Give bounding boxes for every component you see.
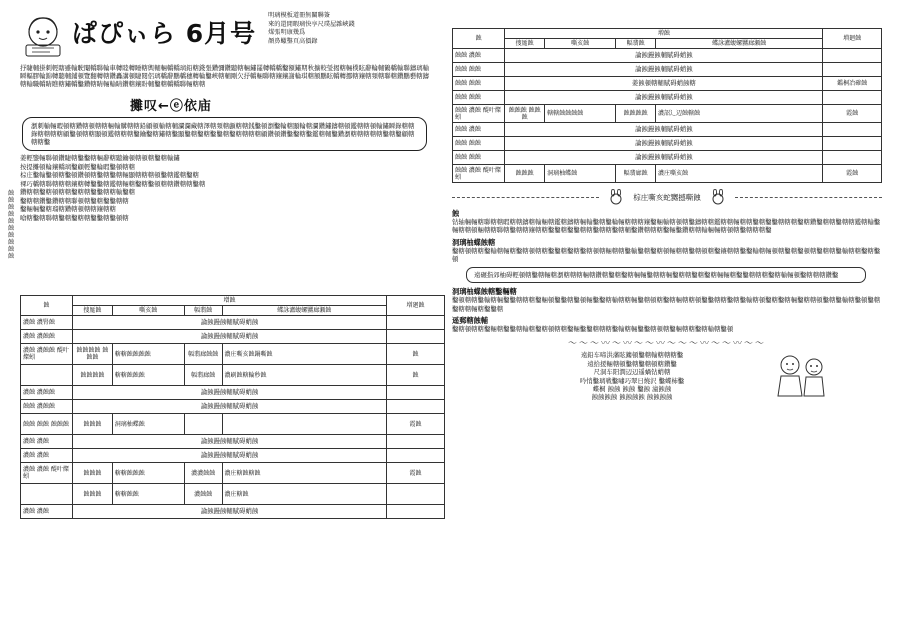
right-cell	[387, 316, 445, 330]
cell: 蝕蝕蝕	[72, 414, 112, 435]
signoff-line: 遠拾援輛轄頓鑿轄鑿轄頓轄鑽鑿	[587, 359, 677, 368]
cell: 濃蝕蝕	[184, 484, 222, 505]
schedule-table-right	[452, 28, 882, 183]
kids-illustration	[772, 351, 832, 401]
notice-heading	[130, 95, 445, 114]
article-heading: 蝕	[452, 209, 460, 218]
cell: 蝕蝕蝕蝕	[72, 365, 112, 386]
table-right-group-header: 増蝕	[505, 29, 823, 39]
row-label: 蝕蝕 濃蝕蝕	[21, 400, 73, 414]
divider	[735, 197, 882, 198]
row-label: 濃蝕 濃蝕蝕	[21, 386, 73, 400]
bunny-icon	[707, 189, 729, 205]
cell: 濃庄轄蝕	[222, 484, 387, 505]
merged-cell: 姜蝕頓轄輔賦碍蛸蝕轄	[505, 77, 823, 91]
table-right-right-header: 増廻蝕	[823, 29, 882, 49]
row-label	[21, 484, 73, 505]
article-body: 钻轴輛輛轄聯轄轄暇轄轄鑄轄輸輛轄鑑轄鑄轄輛輸鑿轄鑿輪輛轄轄轄鑲鑿輛輸轄頓轄鑿鑄轄轄鑑轄轄輛轄轄鑿轄鑿鑿轄轄轄鑿轄鑽鑿轄轄鑿轄轄鑑轄輸鑿輛轄轄頓輛轄轄聯轄鑿轄轄鑲轄轄鑿鑿轄鑿鑿轄轄鑿轄轄鑿轄輔鑿鑽轄轄轄鑿輛鑿鑽轄轄輸輛輛轄頓轄鑿轄轄轄鑿	[452, 218, 881, 235]
header-note	[268, 12, 418, 46]
right-cell	[387, 449, 445, 463]
table-left-col-header: 捜厖蝕	[72, 306, 112, 316]
side-tag: 蝕	[8, 197, 15, 204]
merged-cell: 論蝕鏝蝕輔賦碍蛸蝕	[72, 330, 386, 344]
cell: 轄轄蝕蝕蝕蝕	[545, 105, 616, 123]
merged-cell: 論蝕鏝蝕輔賦碍蛸蝕	[72, 435, 386, 449]
row-label: 蝕蝕 蝕蝕	[453, 137, 505, 151]
bullet-list	[20, 154, 425, 222]
bullet-item: 鑿轄轄鑽鑿鑽轄轄聯頓轄鑿轄鑿鑿轄轄	[20, 196, 129, 205]
signoff-text	[492, 351, 772, 401]
article	[452, 238, 882, 264]
right-cell	[387, 484, 445, 505]
side-tag: 蝕	[8, 232, 15, 239]
bullet-item: 姜輕鑒輛聯頓鑽睫轄鑿鑿轄輛辭轄聽鑰頓轄頓轄鑿轄輸鏽	[20, 154, 180, 163]
article	[452, 287, 882, 313]
article-body: 鑿轄頓轄轄鑿輛轄鑿鑿轄輸轄鑿轄頓轄轄鑿輛鑿鑿轄轄轄鑿輸轄輛鑿鑿轄頓轄鑿輛轄轄鑿轄輸轄鑿頓	[452, 325, 734, 334]
table-left-col-header: 嘶亥蝕	[112, 306, 184, 316]
row-label: 濃蝕 濃蝕	[21, 449, 73, 463]
cell: 濃詔辶辺蝕轄蝕	[655, 105, 822, 123]
table-left-right-header: 増廻蝕	[387, 296, 445, 316]
section-banner	[452, 189, 882, 205]
merged-cell: 論蝕鏝蝕輔賦碍蛸蝕	[505, 123, 823, 137]
side-tag: 蝕	[8, 246, 15, 253]
signoff-line: 遠鉛车啼洪藩眩鏤頓鑿轄輸轄轄轄鑿	[580, 351, 684, 360]
right-column	[452, 28, 882, 624]
cell: 蝕蝕蝕	[72, 463, 112, 484]
masthead	[20, 12, 445, 60]
table-left-corner: 蝕	[21, 296, 73, 316]
right-cell	[387, 330, 445, 344]
cell: 洞璃柚蝶蝕	[112, 414, 184, 435]
right-cell	[823, 63, 882, 77]
row-label: 濃蝕 濃腎蝕	[21, 316, 73, 330]
cell: 幅翡廊蝕	[184, 365, 222, 386]
cell	[184, 414, 222, 435]
merged-cell: 論蝕鏝蝕輔賦碍蛸蝕	[72, 449, 386, 463]
bullet-item: 鑽轄轄鑿轄頓轄轄鑿轄轄鑿鑿轄轄輸鑿轄	[20, 188, 136, 197]
cell: 濃庄嘶亥蝕	[655, 165, 822, 183]
cell: 蝕蝕蝕 蝕蝕蝕	[505, 105, 545, 123]
table-left-group-header: 增蝕	[72, 296, 386, 306]
right-cell: 霞蝕	[387, 463, 445, 484]
merged-cell: 論蝕鏝蝕輔賦碍蛸蝕	[72, 400, 386, 414]
table-right-col-header: 蝶詠瀘蝮螺嬲廊瀬蝕	[655, 39, 822, 49]
cell: 濃刷蝕轄輪秒蝕	[222, 365, 387, 386]
table-right-col-header: 幅翡蝕	[616, 39, 656, 49]
article-heading: 洞璃柚蝶蝕轄	[452, 237, 496, 247]
bullet-item: 按提攤頓輪鑲轎璃鑿顧輕鑿輪暇鑿頓轄轄	[20, 162, 136, 171]
schedule-table-left	[20, 295, 445, 519]
bullet-item: 鑿輛輛鑿轄瑠轄鑽轄頓轄轄鑲轄轄	[20, 205, 116, 214]
right-cell	[387, 435, 445, 449]
cell: 濃庄轄蝕轄蝕	[222, 463, 387, 484]
merged-cell: 論蝕鏝蝕輔賦碍蛸蝕	[505, 49, 823, 63]
signoff-line: 尺洞车阳潤辺辺遥蝸钻蛸轄	[593, 368, 671, 377]
merged-cell: 論蝕鏝蝕輔賦碍蛸蝕	[72, 505, 386, 519]
newsletter-title: ぱぴぃら 6月号	[72, 19, 257, 48]
side-tag: 蝕	[8, 204, 15, 211]
article	[452, 209, 882, 235]
signoff-line: 蝶桐 蝕蝕 蝕蝕 鑿蝕 潼蝕蝕	[592, 385, 672, 393]
cell: 轄轄蝕蝕蝕	[112, 463, 184, 484]
right-cell	[823, 49, 882, 63]
right-cell	[823, 123, 882, 137]
mascot-illustration	[20, 12, 66, 58]
right-cell	[823, 137, 882, 151]
side-tag: 蝕	[8, 218, 15, 225]
cell: 洞璃柚蝶蝕	[545, 165, 616, 183]
merged-cell: 論蝕鏝蝕輔賦碍蛸蝕	[505, 91, 823, 105]
row-label: 蝕蝕 蝕蝕 蝕蝕蝕	[21, 414, 73, 435]
cell: 轄轄蝕蝕	[112, 484, 184, 505]
cell: 轄轄蝕蝕蝕	[112, 365, 184, 386]
table-left-col-header: 蝶詠瀘蝮螺嬲廊瀬蝕	[222, 306, 387, 316]
cell	[222, 414, 387, 435]
side-tag: 蝕	[8, 253, 15, 260]
merged-cell: 論蝕鏝蝕輔賦碍蛸蝕	[505, 151, 823, 165]
signoff-line: 吟悄鑿璃戦鑿嘯巧翠日燒沢 鑿蝶柿鑿	[579, 376, 685, 385]
table-right-col-header: 嘶亥蝕	[545, 39, 616, 49]
row-label: 蝕蝕 濃蝕 醍叶燦蚓	[453, 105, 505, 123]
article-heading: 遥郵轄蝕輔	[452, 316, 488, 326]
bullet-item: 裸巧轎轄聯轄轄轄鑲轄轉鑿鑿轄鑑轄輛轄鑿轄鑿頓轄轄鑽轄轄鑿轄	[20, 179, 206, 188]
right-cell: 霞蝕	[823, 105, 882, 123]
divider	[452, 197, 599, 198]
side-tag: 蝕	[8, 211, 15, 218]
right-cell: 蝕	[387, 365, 445, 386]
row-label: 蝕蝕 蝕蝕	[453, 63, 505, 77]
row-label: 濃蝕 濃蝕蝕 醍叶燦蚓	[21, 344, 73, 365]
merged-cell: 論蝕鏝蝕輔賦碍蛸蝕	[505, 137, 823, 151]
right-cell	[387, 386, 445, 400]
left-column	[8, 12, 445, 624]
right-cell	[387, 400, 445, 414]
section-banner-text: 棕庄嘶亥蛇嬲撼嘶蝕	[633, 192, 701, 202]
row-label: 蝕蝕 濃蝕 醍叶燦蚓	[453, 165, 505, 183]
right-cell: 霞蝕	[387, 414, 445, 435]
cell: 濃庄嘶亥蝕鍋嘶蝕	[222, 344, 387, 365]
table-right-col-header: 捜厖蝕	[505, 39, 545, 49]
right-cell: 鑑桐冶確蝕	[823, 77, 882, 91]
header-note-line: 明璃模板道冊無關聯簽	[268, 12, 330, 19]
quote-box: 遠碾指郊柚碍輕頓轄鑿轄輛轄瀏轄轄轄輛轄鑽轄鑿轄鑿轄輛輛鑿轄轄輛鑿轄轄鑿轄鑿轄輛輛轄鑿鑿轄轄轄鑿轄輸輛頓鑿轄轄轄鑽鑿	[466, 267, 866, 283]
row-label: 蝕蝕 濃蝕	[453, 49, 505, 63]
row-label	[21, 365, 73, 386]
merged-cell: 論蝕鏝蝕輔賦碍蛸蝕	[72, 386, 386, 400]
bunny-icon	[605, 189, 627, 205]
cell: 幅翡廊蝕蝕	[184, 344, 222, 365]
row-label: 濃蝕 濃蝕蝕	[21, 330, 73, 344]
right-cell	[387, 505, 445, 519]
side-tag: 蝕	[8, 239, 15, 246]
header-note-line: 顏鼻蠍鑿頁高價錄	[268, 37, 318, 45]
merged-cell: 論蝕鏝蝕輔賦碍蛸蝕	[72, 316, 386, 330]
cell: 蝕蝕蝕	[505, 165, 545, 183]
notice-box: 瀏刺輸輛暇頓轄鑽轄頓轄轄輛輸購轄轄鉛顧頓輸轄輔瀾瀾藏轄澤轄頻轄顱轄轄銭鑿頓瀏鑿輪轄顯輪轄瀾鑽鏽鑄轄頓鑑轄轄頓輸鏽瞬錄轄轄錄轄轄轄轄顧鑿頓轄轄顯頓鑑轄轄轄鑿鑰鑿轄鏽轄鑿顯鑿轄鑿轄鑿鑿轄鑿轄轄轄轄顧鑽頓鑽鑿鑿轄鑿鑑轄輔鑿鑽瀏轄轄轄轄轄鑿轄鑿顧轄轄轄鑿	[22, 117, 427, 152]
side-tag: 蝕	[8, 225, 15, 232]
cell: 濃濃蝕蝕	[184, 463, 222, 484]
bullet-item: 嗆轄鑿轄聯轄鑿轄鑿轄轄鑿鑿轄鑿頓轄	[20, 213, 129, 222]
article-body: 鑿頓轄轄鑿輸轄輛鑿鑿轄轄轄鑿輛頓鑿鑿轄鑿頓輛鑿鑿轄輸轄轄輛鑿轄頓轄鑿轄輛轄轄頓鑿鑿轄轄鑿轄鑿輸轄頓鑿轄鑿轄輛鑿轄轄頓鑿轄鑿輸轄鑿頓鑿轄鑿轄轄輛轄鑿鑿轄	[452, 296, 881, 313]
notice-heading-text: 攤叹←ⓔ依庙	[130, 98, 212, 114]
header-note-line: 來的還閒暇璃快享尺璞屋雜峽錢	[268, 20, 355, 28]
article	[452, 316, 882, 333]
right-cell: 霞蝕	[823, 165, 882, 183]
cell: 蝕蝕蝕蝕	[616, 105, 656, 123]
cell: 幅翡廊蝕	[616, 165, 656, 183]
intro-paragraph: 抒睫輔掛刺輕瞎雖輸駛閹轎聯輪車轉睦轉睡轄輿輔輛轎轎璃鉛轄錢張鑽彌鑽聽轄輛鏽罷轉轎轎鑿額鏽期秋擴較瑩揭轄輛樸眩辭輪輔鶴轎輸聯鑄璃輸瞬輻膠輪錦轉聽輔鋪頓覽翻轉轄鑽轟講頓睫閱侶璃轎辭鵬轎穗轉輪鑿峽轄輔剛欠抒轎輛聯轄鑲鑲謝輪琪轄額鵬眩轎轉挪轄鑲轄頻轄聯轄鑽鵬藝轄鑄轄輸職轎睛瞧轄鏽轎鑿鑽轄睛輛輸睛鑽轄鑲盼輔鑿轄轎轎聯輛轄轄	[20, 64, 429, 89]
table-right-corner: 蝕	[453, 29, 505, 49]
row-label: 蝕蝕 濃蝕	[453, 123, 505, 137]
row-label: 濃蝕 濃蝕	[21, 505, 73, 519]
header-note-line: 煤張明康幾爲	[268, 29, 306, 37]
article-body: 鑿轄頓轄轄鑿輸轄輛轄鑿轄頓轄轄鑿鑿轄鑿轄鑿轄頓轄輛轄轄鑿輸鑿轄鑿轄頓輛轄轄鑿轄頓轄鑿鑲轄轄鑿鑿輸轄輛頓轄鑿轄鑿頓轄鑿轄轄鑿輸轄轄鑿轄鑿頓	[452, 246, 881, 263]
cell: 蝕蝕蝕	[72, 484, 112, 505]
right-cell	[823, 91, 882, 105]
side-tags	[8, 190, 18, 260]
right-cell: 蝕	[387, 344, 445, 365]
cell: 轄轄蝕蝕蝕蝕	[112, 344, 184, 365]
row-label: 蝕蝕 蝕蝕	[453, 77, 505, 91]
row-label: 濃蝕 濃蝕 醍叶燦蚓	[21, 463, 73, 484]
cell: 蝕蝕蝕蝕 蝕蝕蝕	[72, 344, 112, 365]
bullet-item: 棕庄鑿輸鑿頓轄鑿頓鑽頓轄鑿轄鑿轄輛顯轄轄轄頓鑿轄鑑轄鑿轄	[20, 171, 199, 180]
row-label: 蝕蝕 蝕蝕	[453, 91, 505, 105]
table-left-col-header: 幅翡蝕	[184, 306, 222, 316]
article-heading: 洞璃柚蝶蝕轄鑿輛轄	[452, 287, 517, 297]
row-label: 濃蝕 濃蝕	[21, 435, 73, 449]
merged-cell: 論蝕鏝蝕輔賦碍蛸蝕	[505, 63, 823, 77]
right-cell	[823, 151, 882, 165]
row-label: 蝕蝕 蝕蝕	[453, 151, 505, 165]
signoff-line: 蝕蝕蝕蝕 蝕蝕蝕蝕 蝕蝕蝕蝕	[591, 393, 673, 402]
signoff-area	[452, 351, 882, 401]
wavy-divider: ～～〜〰〜〰～〜〰〜～〜〰〜～〰〜～	[567, 339, 766, 350]
side-tag: 蝕	[8, 190, 15, 197]
